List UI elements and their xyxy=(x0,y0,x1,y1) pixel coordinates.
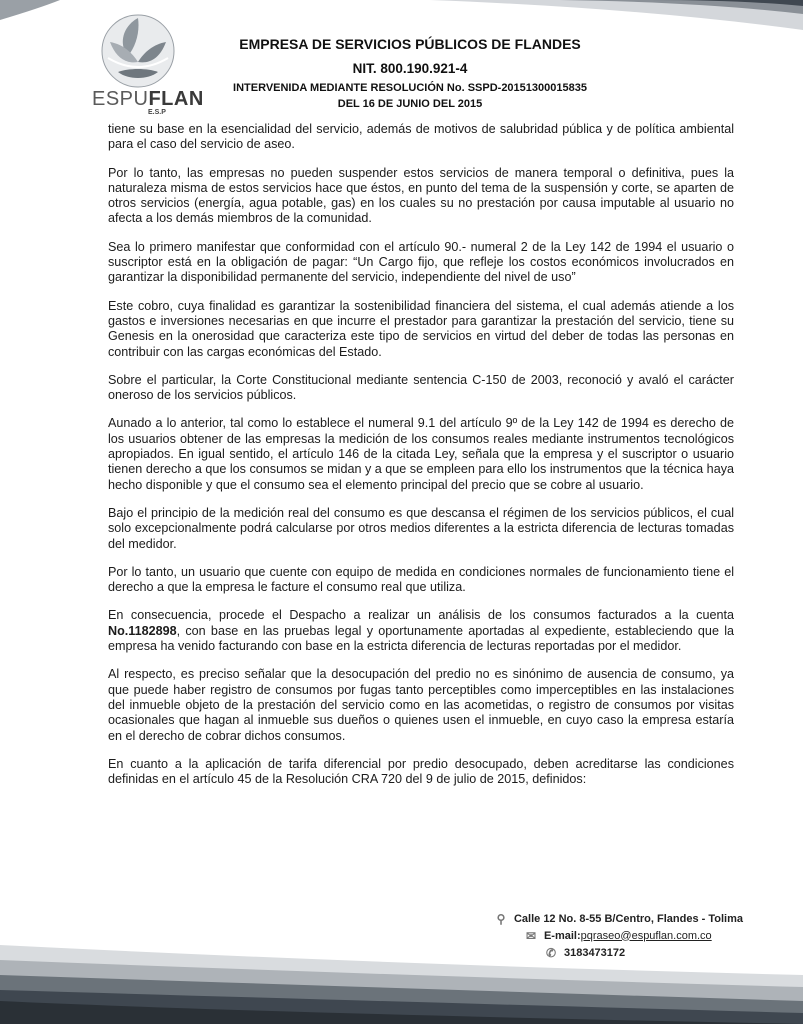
paragraph: tiene su base en la esencialidad del servicio, además de motivos de salubridad pública y de política ambiental para el caso del servicio de aseo. xyxy=(108,122,734,152)
footer-email-row xyxy=(524,927,743,944)
paragraph: Este cobro, cuya finalidad es garantizar la sostenibilidad financiera del sistema, el cual además atiende a los gastos e inversiones necesarias en que incurre el prestador para garantizar la prestación del servicio, tiene su Genesis en la onerosidad que caracteriza este tipo de servicios en virtud del deber de todas las personas en contribuir con las cargas económicas del Estado. xyxy=(108,298,734,359)
resolution-date: DEL 16 DE JUNIO DEL 2015 xyxy=(337,98,483,110)
company-nit: NIT. 800.190.921-4 xyxy=(352,61,468,76)
paragraph: Por lo tanto, las empresas no pueden suspender estos servicios de manera temporal o definitiva, pues la naturaleza misma de estos servicios hace que éstos, en punto del tema de la suspensión y corte, se aparten de otros servicios (energía, agua potable, gas) en los cuales su no prestación por causa imputable al usuario no afecta a los demás miembros de la comunidad. xyxy=(108,165,734,226)
letterhead xyxy=(200,30,620,110)
footer-address-row xyxy=(494,910,743,927)
account-number: No.1182898 xyxy=(108,623,177,638)
paragraph: Por lo tanto, un usuario que cuente con equipo de medida en condiciones normales de funcionamiento tiene el derecho a que la empresa le facture el consumo real que utiliza. xyxy=(108,564,734,595)
paragraph-text: , con base en las pruebas legal y oportunamente aportadas al expediente, estableciendo que la empresa ha venido facturando con base en la estricta diferencia de lecturas reportadas por el medidor. xyxy=(108,623,734,654)
footer-contact xyxy=(494,910,743,961)
document-body xyxy=(108,122,734,800)
footer-phone-row xyxy=(544,944,743,961)
paragraph-text: En consecuencia, procede el Despacho a realizar un análisis de los consumos facturados a la cuenta xyxy=(108,608,734,623)
paragraph xyxy=(108,608,734,654)
paragraph: Sea lo primero manifestar que conformidad con el artículo 90.- numeral 2 de la Ley 142 de 1994 el usuario o suscriptor está en la obligación de pagar: “Un Cargo fijo, que refleje los costos económicos involucrados en garantizar la disponibilidad permanente del servicio, independiente del nivel de uso” xyxy=(108,239,734,285)
footer-email-link[interactable]: pqraseo@espuflan.com.co xyxy=(580,929,712,942)
brand-wordmark: ESPUFLAN xyxy=(92,88,204,110)
location-pin-icon: ⚲ xyxy=(496,911,506,926)
brand-subtitle: E.S.P xyxy=(148,109,166,116)
paragraph: Al respecto, es preciso señalar que la desocupación del predio no es sinónimo de ausencia de consumo, ya que puede haber registro de consumos por fugas tanto perceptibles como imperceptibles en las instalaciones del inmueble objeto de la prestación del servicio como en las acometidas, o registro de consumos por visitas ocasionales que hagan al inmueble sus dueños o quienes usen el inmueble, en cuyo caso la empresa estaría en el derecho de cobrar dichos consumos. xyxy=(108,667,734,743)
footer-phone: 3183473172 xyxy=(563,946,626,959)
paragraph: Sobre el particular, la Corte Constitucional mediante sentencia C-150 de 2003, reconoció y avaló el carácter oneroso de los servicios públicos. xyxy=(108,372,734,403)
footer-email-label: E-mail: xyxy=(543,929,581,942)
paragraph: Aunado a lo anterior, tal como lo establece el numeral 9.1 del artículo 9º de la Ley 142 de 1994 es derecho de los usuarios obtener de las empresas la medición de los consumos reales mediante instrumentos tecnológicos apropiados. En igual sentido, el artículo 146 de la citada Ley, señala que la empresa y el suscriptor o usuario tienen derecho a que los consumos se midan y a que se empleen para ello los instrumentos que la técnica haya hecho disponible y que el consumo sea el elemento principal del precio que se cobre al usuario. xyxy=(108,416,734,492)
footer-address: Calle 12 No. 8-55 B/Centro, Flandes - Tolima xyxy=(513,912,743,925)
resolution-line: INTERVENIDA MEDIANTE RESOLUCIÓN No. SSPD-20151300015835 xyxy=(233,82,587,94)
paragraph: Bajo el principio de la medición real del consumo es que descansa el régimen de los servicios públicos, el cual solo excepcionalmente podrá calcularse por otros medios diferentes a la estricta diferencia de lecturas tomadas del medidor. xyxy=(108,505,734,551)
phone-icon: ✆ xyxy=(545,945,556,960)
company-name: EMPRESA DE SERVICIOS PÚBLICOS DE FLANDES xyxy=(239,36,581,52)
email-icon: ✉ xyxy=(525,928,536,943)
paragraph: En cuanto a la aplicación de tarifa diferencial por predio desocupado, deben acreditarse las condiciones definidas en el artículo 45 de la Resolución CRA 720 del 9 de julio de 2015, definidos: xyxy=(108,756,734,787)
